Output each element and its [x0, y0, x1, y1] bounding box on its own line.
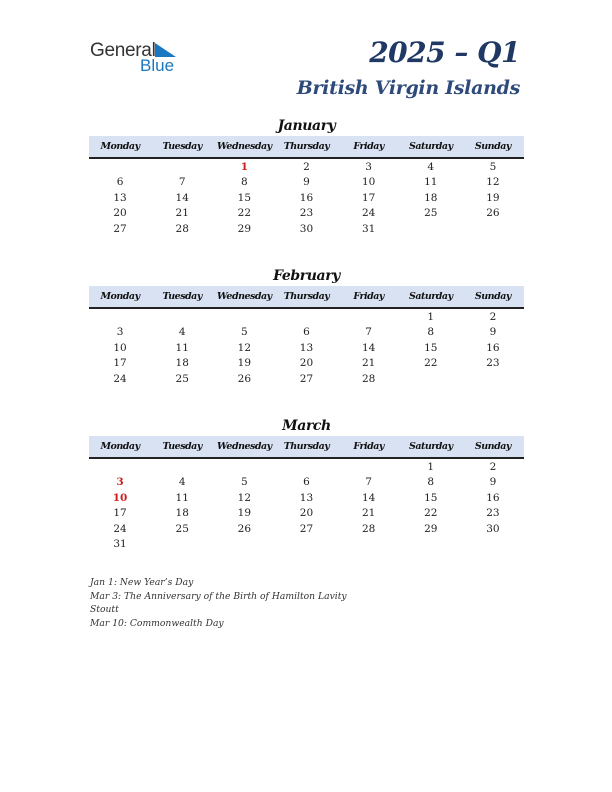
day-cell: 7	[178, 176, 186, 189]
day-cell: 29	[424, 522, 438, 535]
day-cell: 9	[489, 326, 497, 339]
day-cell: 14	[175, 191, 189, 204]
day-cell: 28	[361, 372, 376, 385]
day-cell: 20	[299, 357, 314, 370]
weekday-header: Thursday	[283, 441, 330, 452]
day-cell: 21	[361, 357, 376, 370]
day-cell: 20	[299, 507, 314, 520]
day-cell: 14	[361, 491, 376, 504]
weekday-header: Monday	[100, 441, 140, 452]
day-cell: 31	[361, 222, 376, 235]
week-row	[89, 341, 524, 356]
empty-day-cell	[275, 460, 337, 475]
empty-day-cell	[213, 310, 275, 325]
day-cell: 18	[175, 507, 189, 520]
day-cell: 11	[175, 341, 189, 354]
day-cell: 9	[303, 176, 310, 189]
day-cell: 8	[427, 476, 435, 489]
empty-day-cell	[462, 372, 524, 387]
day-cell: 16	[486, 341, 500, 354]
page-title: 2025 – Q1	[369, 36, 520, 69]
day-cell: 15	[424, 491, 438, 504]
logo	[90, 40, 190, 80]
day-cell: 13	[299, 491, 314, 504]
week-row	[89, 372, 524, 387]
weekday-header: Monday	[100, 291, 140, 302]
day-cell: 19	[237, 357, 252, 370]
day-cell: 28	[361, 522, 376, 535]
day-cell: 11	[424, 176, 438, 189]
day-cell: 26	[237, 522, 252, 535]
week-row	[89, 460, 524, 475]
weekday-header: Tuesday	[162, 441, 202, 452]
weekday-header: Friday	[353, 441, 384, 452]
day-cell: 18	[175, 357, 189, 370]
empty-day-cell	[400, 537, 462, 552]
empty-day-cell	[151, 310, 213, 325]
weekday-header-row	[89, 136, 524, 159]
weekday-header: Thursday	[283, 141, 330, 152]
day-cell: 9	[489, 476, 497, 489]
month-name: January	[277, 118, 336, 134]
day-cell: 23	[299, 207, 314, 220]
day-cell: 1	[240, 161, 248, 173]
day-cell: 27	[113, 222, 127, 235]
day-cell: 13	[299, 341, 314, 354]
empty-day-cell	[338, 537, 400, 552]
day-cell: 5	[241, 476, 248, 489]
day-cell: 17	[113, 357, 127, 370]
day-cell: 10	[361, 176, 376, 189]
holiday-note: Jan 1: New Year’s Day	[90, 577, 194, 588]
day-cell: 4	[427, 161, 435, 173]
holiday-note: Stoutt	[90, 604, 119, 615]
day-cell: 13	[113, 191, 127, 204]
day-cell: 25	[175, 372, 189, 385]
weekday-header: Wednesday	[217, 441, 272, 452]
day-cell: 17	[113, 507, 127, 520]
day-cell: 24	[113, 522, 127, 535]
day-cell: 1	[427, 311, 435, 323]
week-row	[89, 310, 524, 325]
week-row	[89, 356, 524, 371]
week-row	[89, 491, 524, 506]
day-cell: 6	[303, 476, 310, 489]
day-cell: 27	[299, 372, 314, 385]
empty-day-cell	[275, 537, 337, 552]
day-cell: 2	[303, 161, 310, 173]
empty-day-cell	[275, 310, 337, 325]
day-cell: 23	[486, 357, 500, 370]
page-subtitle: British Virgin Islands	[296, 77, 520, 99]
weekday-header: Friday	[353, 291, 384, 302]
weekday-header: Thursday	[283, 291, 330, 302]
week-row	[89, 522, 524, 537]
weekday-header: Wednesday	[217, 141, 272, 152]
weekday-header: Wednesday	[217, 291, 272, 302]
weekday-header: Saturday	[408, 291, 453, 302]
day-cell: 16	[486, 491, 500, 504]
month-name: March	[282, 418, 331, 434]
day-cell: 6	[303, 326, 310, 339]
day-cell: 30	[486, 522, 500, 535]
empty-day-cell	[338, 310, 400, 325]
day-cell: 29	[237, 222, 252, 235]
day-cell: 14	[361, 341, 376, 354]
empty-day-cell	[400, 372, 462, 387]
empty-day-cell	[213, 460, 275, 475]
day-cell: 11	[175, 491, 189, 504]
day-cell: 15	[424, 341, 438, 354]
logo-triangle-icon	[155, 43, 176, 57]
day-cell: 18	[424, 191, 438, 204]
day-cell: 21	[361, 507, 376, 520]
empty-day-cell	[89, 460, 151, 475]
week-row	[89, 206, 524, 221]
empty-day-cell	[89, 160, 151, 175]
weekday-header: Friday	[353, 141, 384, 152]
day-cell: 5	[489, 161, 497, 173]
day-cell: 26	[486, 207, 500, 220]
weekday-header-row	[89, 286, 524, 309]
month-january	[89, 116, 524, 237]
day-cell: 4	[178, 326, 186, 339]
weekday-header: Sunday	[474, 291, 511, 302]
day-cell: 1	[427, 461, 435, 473]
empty-day-cell	[462, 222, 524, 237]
holiday-note: Mar 3: The Anniversary of the Birth of Hamilton Lavity	[90, 590, 347, 602]
day-cell: 25	[424, 207, 438, 220]
day-cell: 3	[116, 476, 124, 489]
day-cell: 17	[361, 191, 376, 204]
day-cell: 12	[486, 176, 500, 189]
day-cell: 6	[116, 176, 124, 189]
week-row	[89, 175, 524, 190]
weekday-header: Sunday	[474, 441, 511, 452]
day-cell: 20	[113, 207, 127, 220]
day-cell: 21	[175, 207, 189, 220]
day-cell: 3	[365, 161, 372, 173]
day-cell: 22	[237, 207, 252, 220]
day-cell: 5	[241, 326, 248, 339]
day-cell: 22	[424, 507, 438, 520]
day-cell: 25	[175, 522, 189, 535]
month-february	[89, 266, 524, 387]
day-cell: 8	[427, 326, 435, 339]
empty-day-cell	[338, 460, 400, 475]
empty-day-cell	[462, 537, 524, 552]
logo-general-text: General	[90, 40, 156, 61]
day-cell: 24	[113, 372, 127, 385]
empty-day-cell	[213, 537, 275, 552]
day-cell: 10	[112, 491, 128, 504]
weekday-header: Saturday	[408, 141, 453, 152]
empty-day-cell	[151, 160, 213, 175]
holiday-note: Mar 10: Commonwealth Day	[90, 617, 224, 629]
week-row	[89, 325, 524, 340]
week-row	[89, 222, 524, 237]
day-cell: 30	[299, 222, 314, 235]
day-cell: 16	[299, 191, 314, 204]
day-cell: 2	[489, 311, 497, 323]
day-cell: 10	[113, 341, 127, 354]
week-row	[89, 537, 524, 552]
weekday-header: Tuesday	[162, 141, 202, 152]
day-cell: 7	[365, 326, 372, 339]
empty-day-cell	[151, 460, 213, 475]
day-cell: 12	[237, 341, 252, 354]
empty-day-cell	[400, 222, 462, 237]
month-name: February	[273, 268, 340, 284]
day-cell: 15	[237, 191, 252, 204]
weekday-header: Saturday	[408, 441, 453, 452]
day-cell: 24	[361, 207, 376, 220]
day-cell: 27	[299, 522, 314, 535]
day-cell: 3	[116, 326, 124, 339]
day-cell: 8	[241, 176, 248, 189]
weekday-header: Sunday	[474, 141, 511, 152]
logo-blue-text: Blue	[140, 56, 175, 75]
weekday-header: Tuesday	[162, 291, 202, 302]
empty-day-cell	[151, 537, 213, 552]
week-row	[89, 475, 524, 490]
day-cell: 7	[365, 476, 372, 489]
empty-day-cell	[89, 310, 151, 325]
day-cell: 19	[486, 191, 500, 204]
month-march	[89, 416, 524, 552]
day-cell: 19	[237, 507, 252, 520]
day-cell: 4	[178, 476, 186, 489]
day-cell: 26	[237, 372, 252, 385]
week-row	[89, 160, 524, 175]
weekday-header: Monday	[100, 141, 140, 152]
week-row	[89, 506, 524, 521]
day-cell: 23	[486, 507, 500, 520]
holiday-notes	[90, 576, 530, 630]
day-cell: 22	[424, 357, 438, 370]
week-row	[89, 191, 524, 206]
day-cell: 31	[113, 537, 127, 550]
day-cell: 12	[237, 491, 252, 504]
day-cell: 2	[489, 461, 497, 473]
day-cell: 28	[175, 222, 189, 235]
weekday-header-row	[89, 436, 524, 459]
